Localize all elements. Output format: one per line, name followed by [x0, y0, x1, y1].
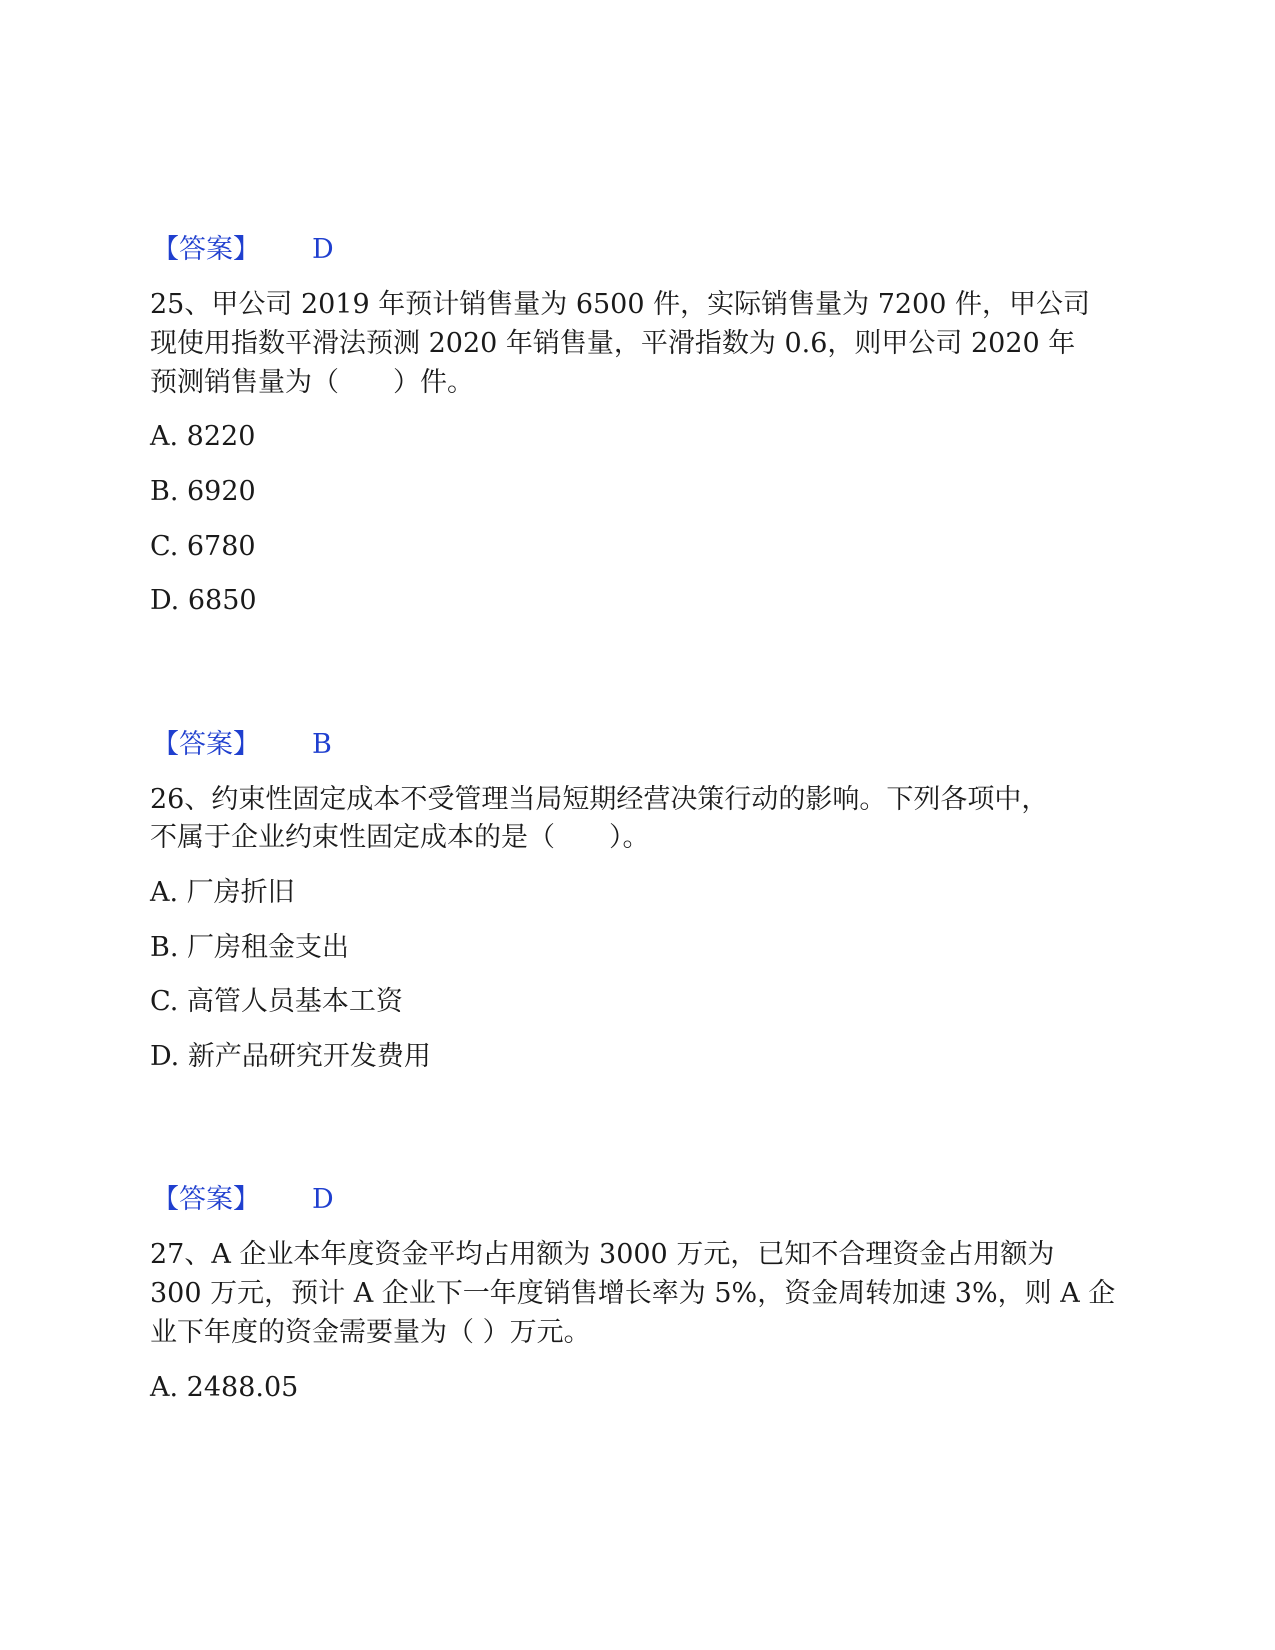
option-a: A. 2488.05 — [150, 1372, 299, 1403]
question-27-line-1: 27、A 企业本年度资金平均占用额为 3000 万元，已知不合理资金占用额为 — [150, 1239, 1055, 1270]
question-26-line-1: 26、约束性固定成本不受管理当局短期经营决策行动的影响。下列各项中， — [150, 784, 1049, 815]
question-26-line-2: 不属于企业约束性固定成本的是（ ）。 — [150, 822, 650, 853]
option-d: D. 新产品研究开发费用 — [150, 1041, 431, 1072]
option-b: B. 厂房租金支出 — [150, 932, 350, 963]
option-c: C. 高管人员基本工资 — [150, 986, 403, 1017]
answer-label: 【答案】 — [152, 1184, 260, 1215]
answer-value: B — [312, 729, 332, 760]
question-25-line-2: 现使用指数平滑法预测 2020 年销售量，平滑指数为 0.6，则甲公司 2020 年 — [150, 328, 1076, 359]
option-d: D. 6850 — [150, 585, 257, 616]
option-a: A. 厂房折旧 — [150, 877, 295, 908]
option-b: B. 6920 — [150, 476, 256, 507]
answer-line-3 — [152, 1180, 334, 1220]
option-c: C. 6780 — [150, 531, 256, 562]
question-27-line-3: 业下年度的资金需要量为（ ）万元。 — [150, 1317, 591, 1348]
option-a: A. 8220 — [150, 421, 256, 452]
answer-value: D — [312, 1184, 334, 1215]
question-27-line-2: 300 万元，预计 A 企业下一年度销售增长率为 5%，资金周转加速 3%，则 A 企 — [150, 1278, 1116, 1309]
answer-line-1 — [152, 230, 334, 270]
question-25-line-3: 预测销售量为（ ）件。 — [150, 367, 474, 398]
answer-value: D — [312, 234, 334, 265]
answer-line-2 — [152, 725, 332, 765]
answer-label: 【答案】 — [152, 729, 260, 760]
question-25-line-1: 25、甲公司 2019 年预计销售量为 6500 件，实际销售量为 7200 件，甲公司 — [150, 289, 1090, 320]
answer-label: 【答案】 — [152, 234, 260, 265]
